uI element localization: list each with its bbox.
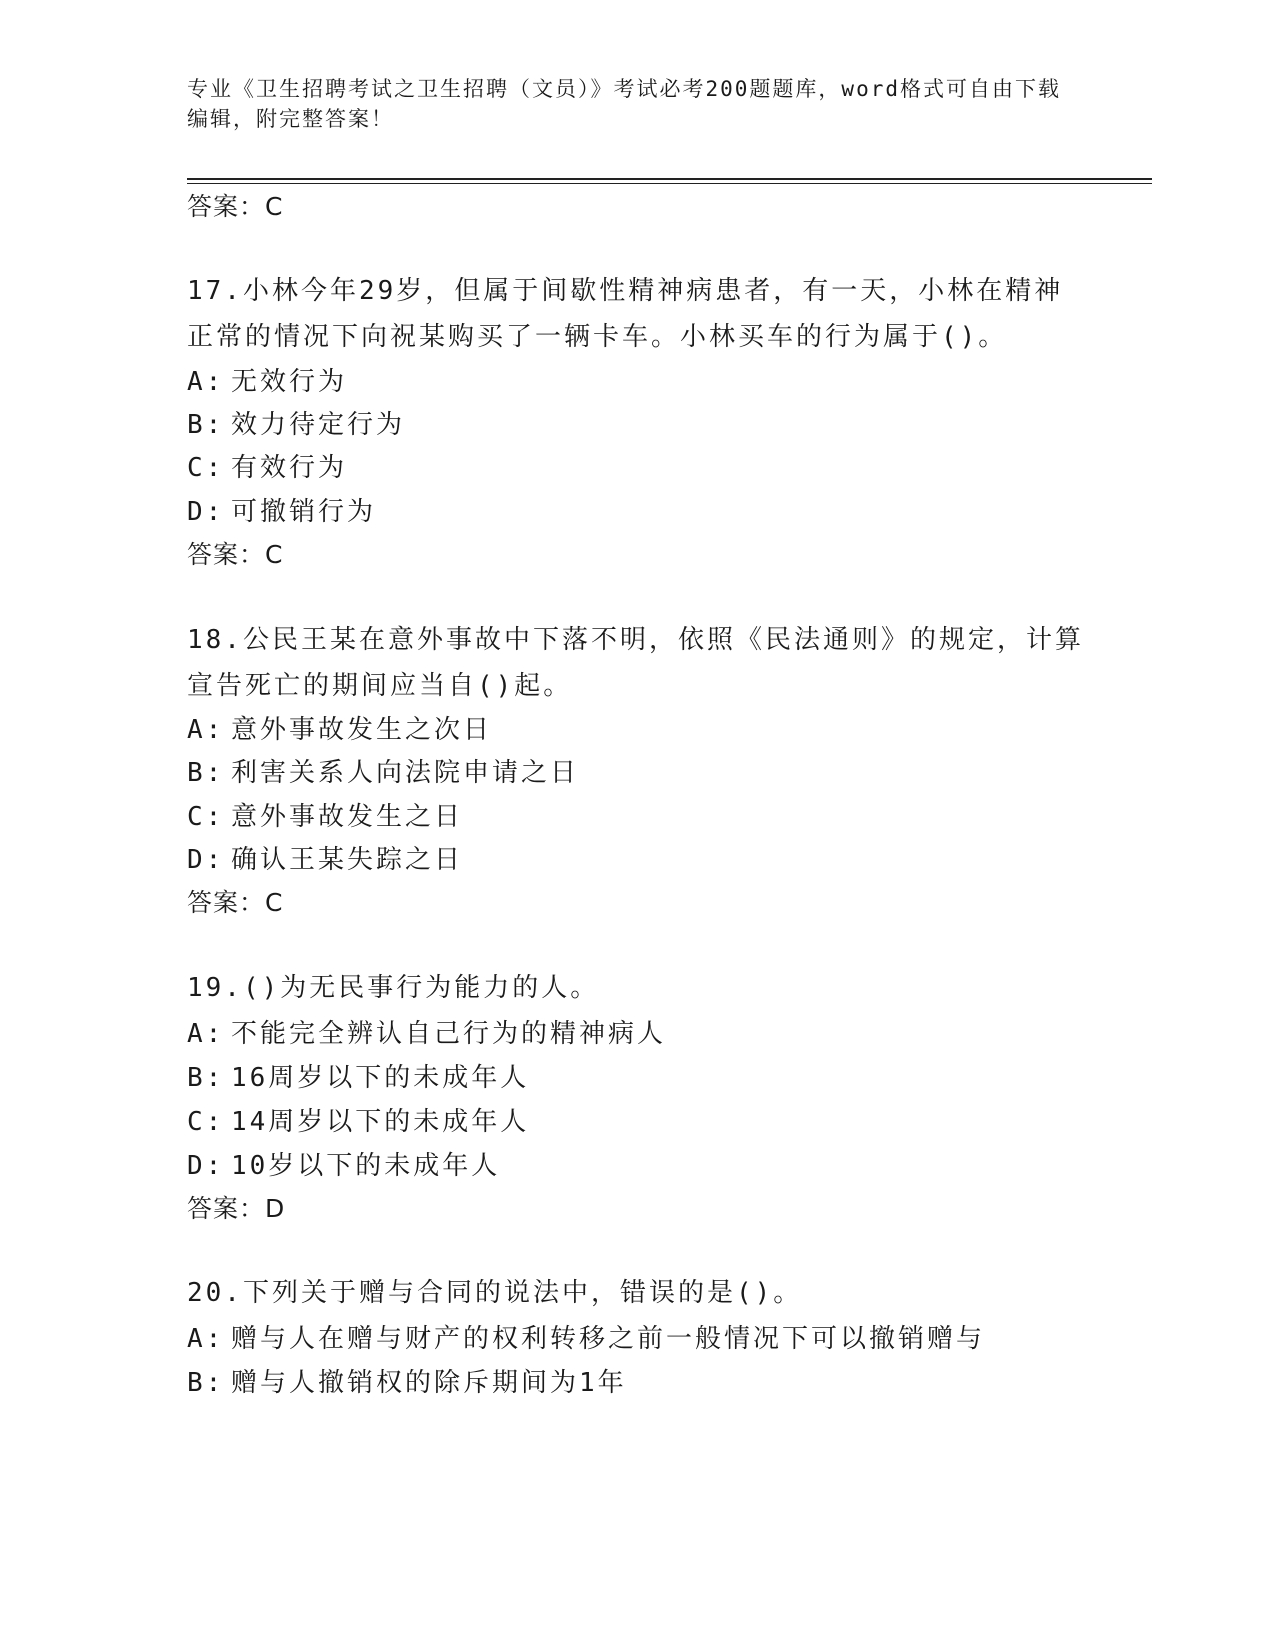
option-key: D: [187,497,225,527]
option-key: C: [187,802,225,832]
option-d [187,839,463,876]
option-key: D: [187,845,225,875]
option-key: B: [187,758,225,788]
answer-line: 答案：C [187,540,284,569]
answer-line: 答案：C [187,192,284,221]
option-text: 14周岁以下的未成年人 [231,1107,530,1137]
option-text: 不能完全辨认自己行为的精神病人 [231,1019,667,1049]
option-text: 意外事故发生之次日 [231,715,493,745]
option-text: 无效行为 [231,367,348,397]
option-text: 赠与人在赠与财产的权利转移之前一般情况下可以撤销赠与 [231,1324,986,1354]
option-key: A: [187,715,225,745]
option-key: B: [187,1368,225,1398]
option-b [187,1362,627,1399]
option-text: 意外事故发生之日 [231,802,464,832]
header-divider [187,178,1152,180]
option-b [187,752,579,789]
header-divider-thin [187,183,1152,184]
option-text: 效力待定行为 [231,410,406,440]
option-text: 10岁以下的未成年人 [231,1151,501,1181]
option-key: D: [187,1151,225,1181]
option-key: B: [187,410,225,440]
option-text: 确认王某失踪之日 [231,845,464,875]
option-text: 可撤销行为 [231,497,377,527]
option-key: A: [187,1019,225,1049]
option-text: 赠与人撤销权的除斥期间为1年 [231,1368,627,1398]
option-a [187,1013,666,1050]
question-stem: 18.公民王某在意外事故中下落不明，依照《民法通则》的规定，计算宣告死亡的期间应当自()起。 [187,625,1084,701]
answer-line: 答案：C [187,888,284,917]
option-d [187,1145,500,1182]
option-text: 16周岁以下的未成年人 [231,1063,530,1093]
option-b [187,404,405,441]
option-a [187,709,492,746]
option-c [187,796,463,833]
option-text: 利害关系人向法院申请之日 [231,758,580,788]
option-key: C: [187,453,225,483]
option-b [187,1057,529,1094]
option-a [187,1318,985,1355]
option-key: B: [187,1063,225,1093]
option-key: C: [187,1107,225,1137]
question-stem: 17.小林今年29岁，但属于间歇性精神病患者，有一天，小林在精神正常的情况下向祝某购买了一辆卡车。小林买车的行为属于()。 [187,276,1064,352]
document-header: 专业《卫生招聘考试之卫生招聘（文员）》考试必考200题题库，word格式可自由下载编辑，附完整答案！ [187,77,1061,131]
question-stem: 19.()为无民事行为能力的人。 [187,973,600,1003]
answer-line: 答案：D [187,1194,286,1223]
option-d [187,491,376,528]
option-a [187,361,347,398]
option-key: A: [187,1324,225,1354]
option-c [187,447,347,484]
option-key: A: [187,367,225,397]
option-c [187,1101,529,1138]
question-stem: 20.下列关于赠与合同的说法中，错误的是()。 [187,1278,803,1308]
option-text: 有效行为 [231,453,348,483]
